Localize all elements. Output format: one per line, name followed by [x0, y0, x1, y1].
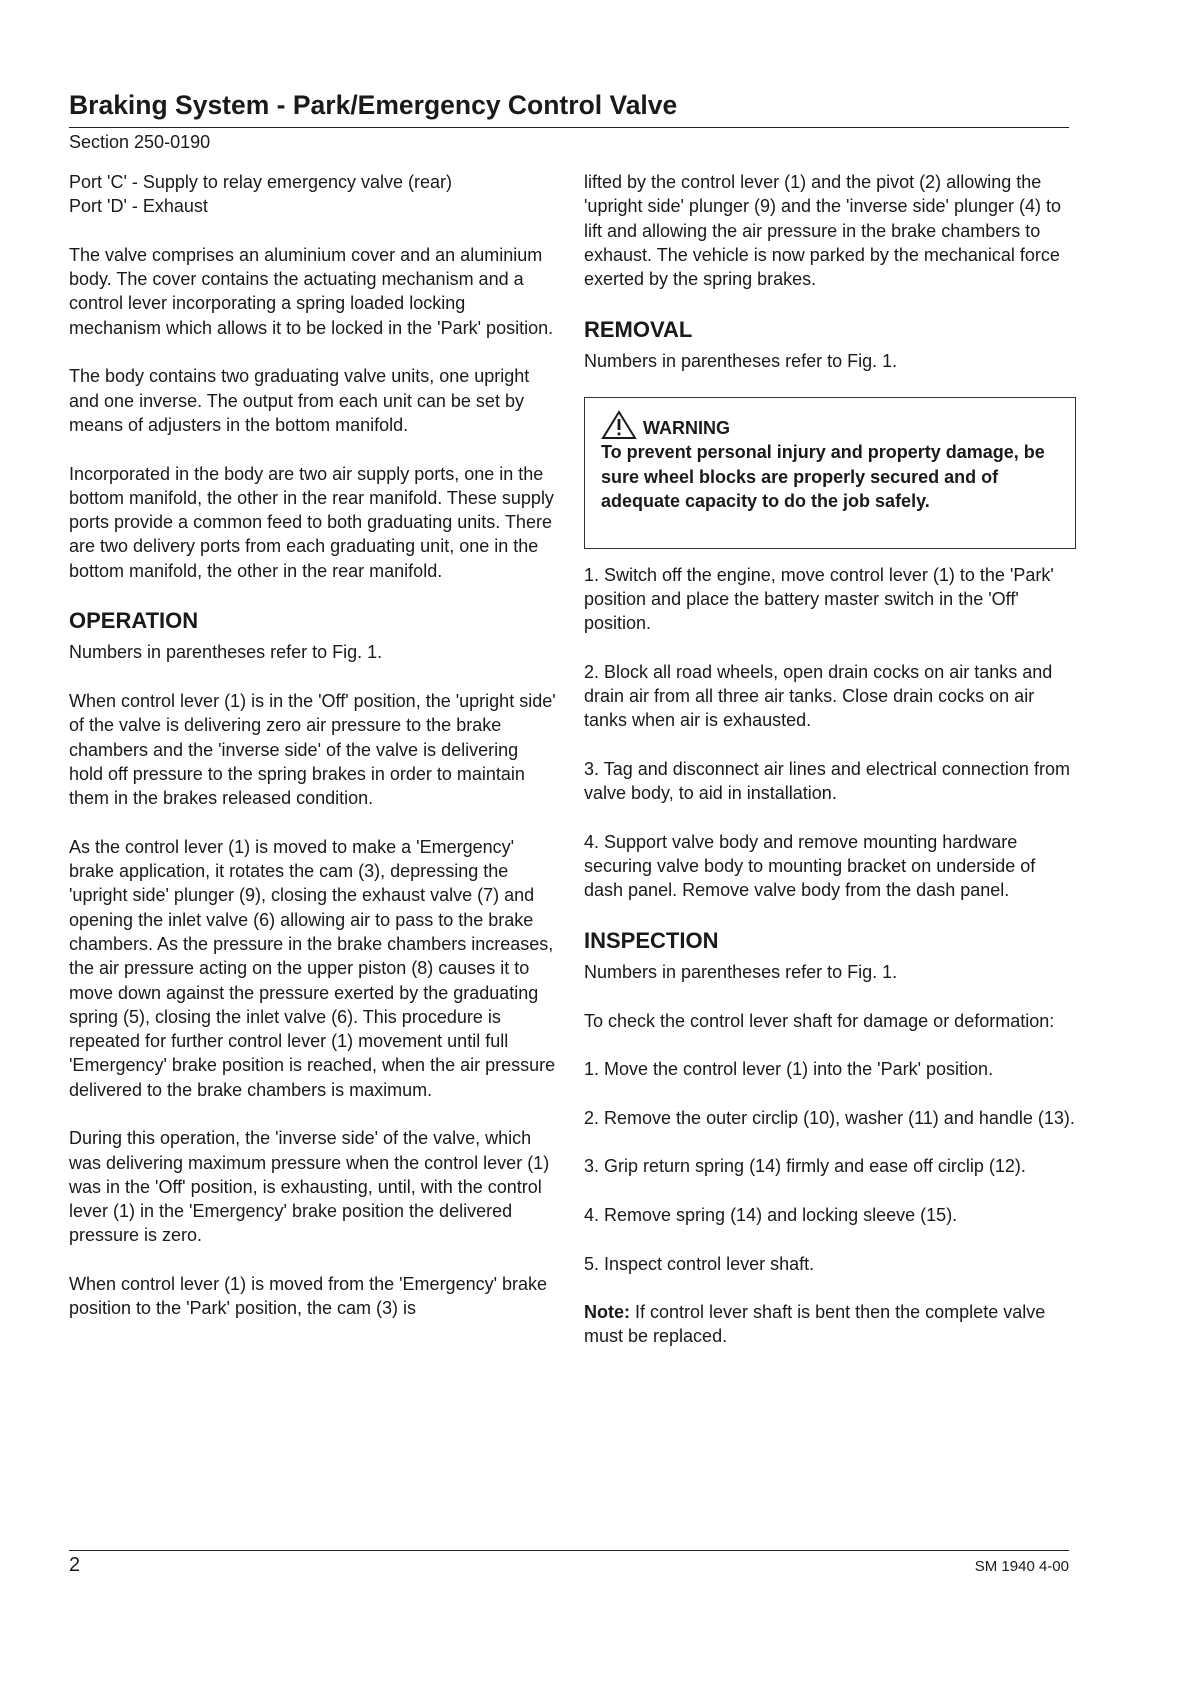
removal-reference: Numbers in parentheses refer to Fig. 1.	[584, 350, 898, 371]
page-title: Braking System - Park/Emergency Control Valve	[69, 90, 678, 120]
left-column	[69, 170, 557, 1345]
inspection-step: 5. Inspect control lever shaft.	[584, 1253, 815, 1274]
note-label: Note:	[584, 1302, 630, 1323]
inspection-note	[584, 1300, 1076, 1349]
inspection-step: 1. Move the control lever (1) into the 'Park' position.	[584, 1059, 994, 1080]
warning-triangle-icon	[601, 410, 637, 440]
operation-paragraph: As the control lever (1) is moved to make a 'Emergency' brake application, it rotates the cam (3), depressing the 'upright side' plunger (9), closing the exhaust valve (7) and opening the inlet valve (6) allowing air to pass to the brake chambers. As the pressure in the brake chambers increases, the air pressure acting on the upper piston (8) causes it to move down against the pressure exerted by the graduating spring (5), closing the inlet valve (6). This procedure is repeated for further control lever (1) movement until full 'Emergency' brake position is reached, when the air pressure delivered to the brake chambers is maximum.	[69, 836, 556, 1100]
warning-label: WARNING	[643, 418, 730, 439]
right-column	[584, 170, 1076, 1373]
section-number: Section 250-0190	[69, 132, 211, 152]
warning-title	[601, 410, 1059, 440]
removal-step: 1. Switch off the engine, move control lever (1) to the 'Park' position and place the battery master switch in the 'Off' position.	[584, 564, 1054, 634]
port-c-line: Port 'C' - Supply to relay emergency valve (rear)	[69, 172, 453, 192]
inspection-intro: To check the control lever shaft for damage or deformation:	[584, 1010, 1055, 1031]
removal-step: 2. Block all road wheels, open drain cocks on air tanks and drain air from all three air tanks. Close drain cocks on air tanks when air is exhausted.	[584, 661, 1053, 731]
operation-paragraph: During this operation, the 'inverse side' of the valve, which was delivering maximum pressure when the control lever (1) was in the 'Off' position, is exhausting, until, with the control lever (1) in the 'Emergency' brake position the delivered pressure is zero.	[69, 1128, 550, 1246]
continuation-paragraph: lifted by the control lever (1) and the pivot (2) allowing the 'upright side' plunger (9) and the 'inverse side' plunger (4) to lift and allowing the air pressure in the brake chambers to exhaust. The vehicle is now parked by the mechanical force exerted by the spring brakes.	[584, 172, 1062, 290]
operation-heading: OPERATION	[69, 608, 199, 634]
page-number: 2	[69, 1554, 81, 1576]
intro-paragraph: Incorporated in the body are two air supply ports, one in the bottom manifold, the other in the rear manifold. These supply ports provide a common feed to both graduating units. There are two delivery ports from each graduating unit, one in the bottom manifold, the other in the rear manifold.	[69, 463, 554, 581]
removal-heading: REMOVAL	[584, 316, 693, 342]
inspection-step: 4. Remove spring (14) and locking sleeve (15).	[584, 1204, 958, 1225]
operation-paragraph: When control lever (1) is in the 'Off' position, the 'upright side' of the valve is delivering zero air pressure to the brake chambers and the 'inverse side' of the valve is delivering hold off pressure to the spring brakes in order to maintain them in the brakes released condition.	[69, 690, 556, 809]
inspection-step: 2. Remove the outer circlip (10), washer (11) and handle (13).	[584, 1107, 1075, 1128]
operation-paragraph: When control lever (1) is moved from the 'Emergency' brake position to the 'Park' position, the cam (3) is	[69, 1274, 548, 1319]
removal-step: 3. Tag and disconnect air lines and electrical connection from valve body, to aid in installation.	[584, 758, 1070, 804]
inspection-reference: Numbers in parentheses refer to Fig. 1.	[584, 962, 898, 983]
inspection-heading: INSPECTION	[584, 928, 719, 954]
title-rule	[69, 127, 1069, 128]
warning-box	[584, 397, 1076, 548]
operation-reference: Numbers in parentheses refer to Fig. 1.	[69, 642, 383, 663]
removal-step: 4. Support valve body and remove mounting hardware securing valve body to mounting bracket on underside of dash panel. Remove valve body from the dash panel.	[584, 831, 1036, 901]
ports-list	[69, 170, 557, 219]
note-text: If control lever shaft is bent then the complete valve must be replaced.	[584, 1302, 1046, 1347]
warning-text: To prevent personal injury and property damage, be sure wheel blocks are properly secured and of adequate capacity to do the job safely.	[601, 442, 1045, 511]
intro-paragraph: The valve comprises an aluminium cover and an aluminium body. The cover contains the actuating mechanism and a control lever incorporating a spring loaded locking mechanism which allows it to be locked in the 'Park' position.	[69, 244, 554, 338]
document-reference: SM 1940 4-00	[974, 1558, 1069, 1575]
footer-rule	[69, 1550, 1069, 1551]
intro-paragraph: The body contains two graduating valve units, one upright and one inverse. The output from each unit can be set by means of adjusters in the bottom manifold.	[69, 366, 530, 435]
inspection-step: 3. Grip return spring (14) firmly and ease off circlip (12).	[584, 1156, 1026, 1177]
port-d-line: Port 'D' - Exhaust	[69, 196, 208, 217]
